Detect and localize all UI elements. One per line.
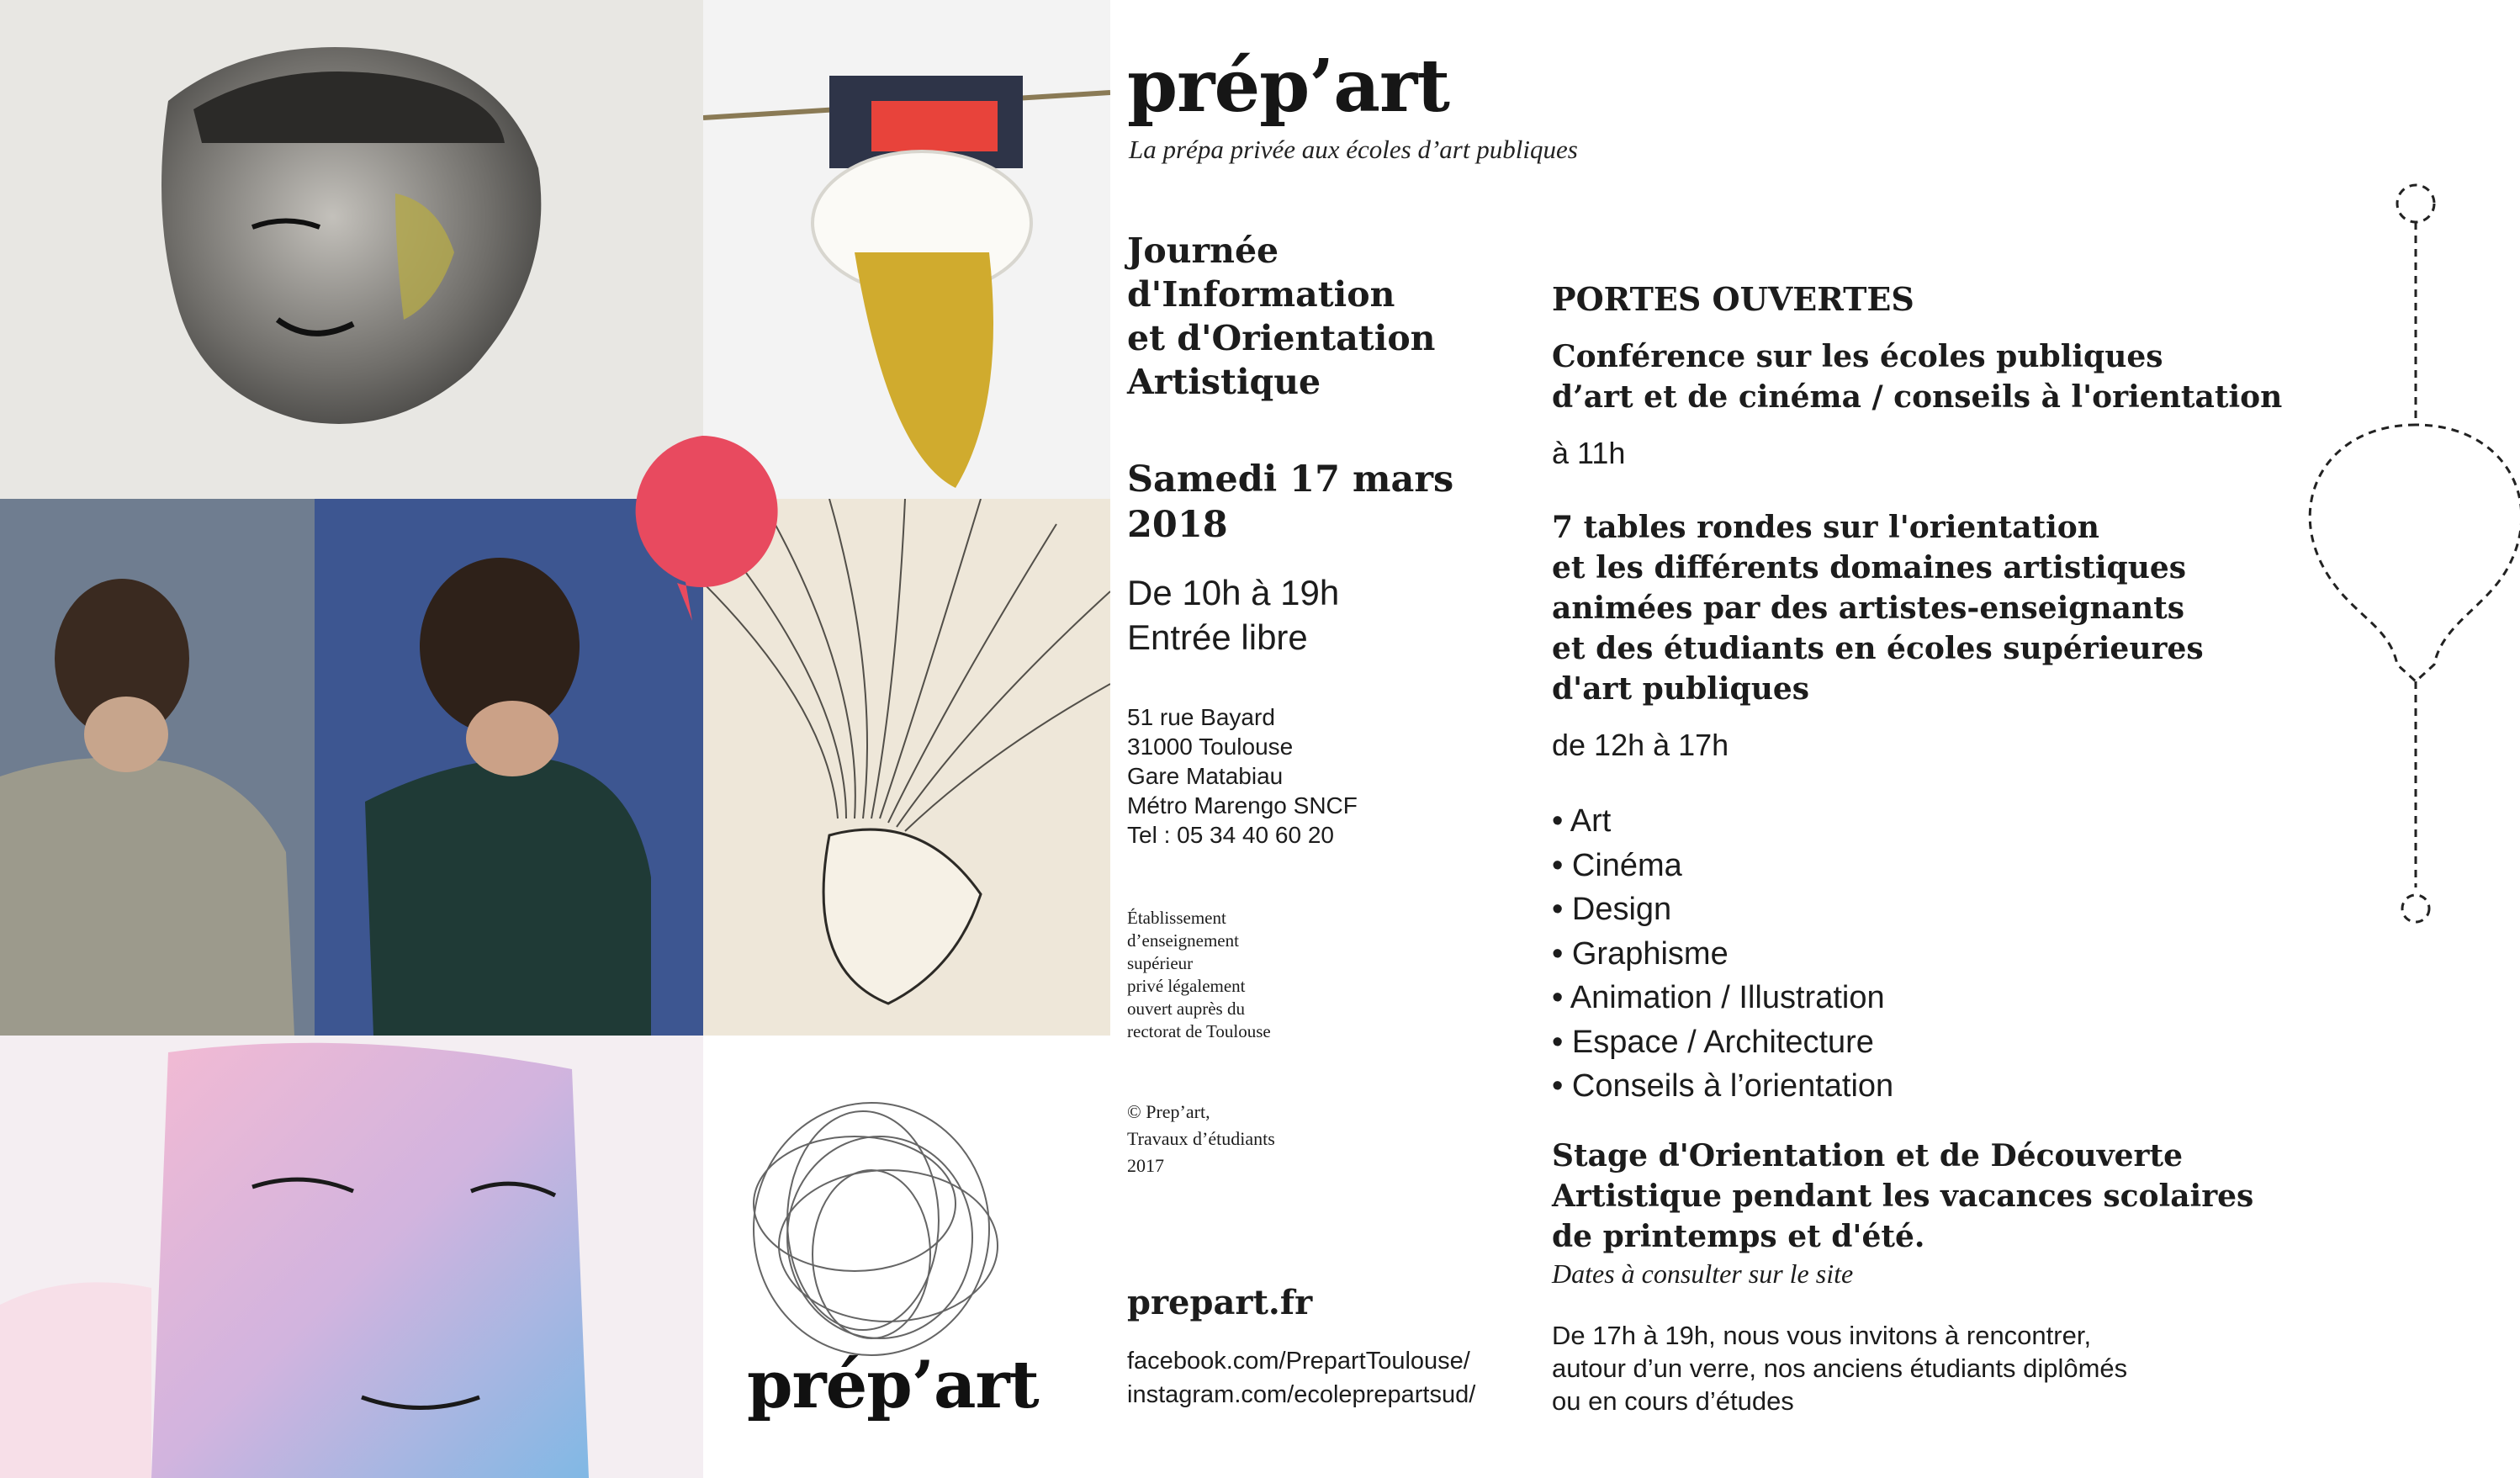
bullet-icon: • (1552, 980, 1570, 1015)
artwork-watercolor-portrait (0, 1036, 703, 1478)
bullet-icon: • (1552, 847, 1572, 883)
internship-line: de printemps et d'été. (1552, 1219, 1925, 1254)
domain-label: Animation / Illustration (1570, 980, 1885, 1015)
artwork-monotype-face (0, 0, 703, 499)
internship-dates-note: Dates à consulter sur le site (1552, 1258, 1854, 1289)
domains-list (1552, 799, 1893, 1109)
round-tables-time: de 12h à 17h (1552, 728, 1729, 762)
artwork-weaving (703, 0, 1110, 499)
conference-time: à 11h (1552, 436, 1626, 470)
bullet-icon: • (1552, 892, 1572, 927)
address-line: 51 rue Bayard (1127, 704, 1275, 730)
address-phone: Tel : 05 34 40 60 20 (1127, 822, 1334, 848)
invite-line: ou en cours d’études (1552, 1386, 1794, 1416)
social-links (1127, 1344, 1475, 1412)
legal-notice (1127, 907, 1271, 1043)
event-title-line: Journée (1127, 230, 1279, 271)
domain-label: Conseils à l’orientation (1571, 1068, 1894, 1104)
event-title-line: et d'Orientation (1127, 318, 1436, 358)
brand-logo: prép’art (1127, 44, 1449, 129)
round-tables-line: et les différents domaines artistiques (1552, 550, 2187, 585)
domain-item (1552, 1064, 1893, 1109)
credit-line: 2017 (1127, 1155, 1164, 1176)
internship-title (1552, 1136, 2359, 1257)
legal-line: privé légalement (1127, 976, 1246, 996)
round-tables-line: et des étudiants en écoles supérieures (1552, 631, 2204, 666)
instagram-link[interactable]: instagram.com/ecoleprepartsud/ (1127, 1381, 1476, 1408)
domain-item (1552, 799, 1893, 844)
conference-line: d’art et de cinéma / conseils à l'orientation (1552, 379, 2283, 415)
internship-line: Artistique pendant les vacances scolaires (1552, 1179, 2254, 1214)
event-date-line: 2018 (1127, 504, 1228, 546)
event-date (1127, 457, 1497, 548)
conference-line: Conférence sur les écoles publiques (1552, 339, 2163, 374)
bullet-icon: • (1552, 803, 1570, 839)
internship-line: Stage d'Orientation et de Découverte (1552, 1138, 2184, 1173)
domain-label: Design (1571, 892, 1672, 927)
artwork-painting-back-grey (0, 499, 315, 1036)
invite-line: autour d’un verre, nos anciens étudiants diplômés (1552, 1354, 2128, 1383)
domain-label: Graphisme (1571, 935, 1729, 972)
round-tables-title (1552, 507, 2359, 709)
event-entry-text: Entrée libre (1127, 617, 1308, 657)
invite-line: De 17h à 19h, nous vous invitons à rencontrer, (1552, 1321, 2092, 1350)
event-title-line: Artistique (1127, 362, 1321, 402)
legal-line: rectorat de Toulouse (1127, 1021, 1271, 1041)
legal-line: supérieur (1127, 953, 1194, 973)
event-date-line: Samedi 17 mars (1127, 458, 1454, 501)
legal-line: Établissement (1127, 908, 1226, 928)
website-link[interactable]: prepart.fr (1127, 1283, 1313, 1322)
address-line: Gare Matabiau (1127, 763, 1284, 789)
domain-item (1552, 976, 1893, 1020)
open-day-heading: PORTES OUVERTES (1552, 280, 1914, 318)
event-title-line: d'Information (1127, 274, 1395, 315)
copyright-credit (1127, 1099, 1275, 1179)
event-hours-text: De 10h à 19h (1127, 573, 1340, 612)
event-title (1127, 229, 1497, 404)
bullet-icon: • (1552, 1024, 1572, 1060)
round-tables-line: 7 tables rondes sur l'orientation (1552, 510, 2099, 545)
domain-label: Espace / Architecture (1571, 1024, 1874, 1060)
dashed-balloon-decoration (2271, 168, 2520, 951)
legal-line: d’enseignement (1127, 930, 1239, 951)
address-line: 31000 Toulouse (1127, 734, 1294, 760)
legal-line: ouvert auprès du (1127, 999, 1245, 1019)
round-tables-line: d'art publiques (1552, 671, 1810, 707)
address-line: Métro Marengo SNCF (1127, 792, 1358, 818)
speech-bubble-shape (627, 436, 778, 621)
bullet-icon: • (1552, 1068, 1572, 1104)
domain-label: Art (1570, 803, 1612, 839)
artwork-wire-logo: prép’art (747, 1347, 1039, 1423)
bullet-icon: • (1552, 935, 1572, 972)
event-hours (1127, 570, 1339, 660)
conference-title (1552, 336, 2359, 417)
alumni-invitation (1552, 1319, 2309, 1417)
facebook-link[interactable]: facebook.com/PrepartToulouse/ (1127, 1348, 1470, 1375)
domain-item (1552, 1020, 1893, 1065)
credit-line: Travaux d’étudiants (1127, 1128, 1275, 1149)
brand-tagline: La prépa privée aux écoles d’art publiques (1129, 135, 1578, 164)
domain-item (1552, 932, 1893, 977)
domain-item (1552, 887, 1893, 932)
round-tables-line: animées par des artistes-enseignants (1552, 591, 2185, 626)
address-block (1127, 702, 1358, 850)
credit-line: © Prep’art, (1127, 1101, 1210, 1122)
artwork-wire-sculpture (703, 1036, 1110, 1478)
domain-label: Cinéma (1571, 847, 1682, 883)
domain-item (1552, 844, 1893, 888)
